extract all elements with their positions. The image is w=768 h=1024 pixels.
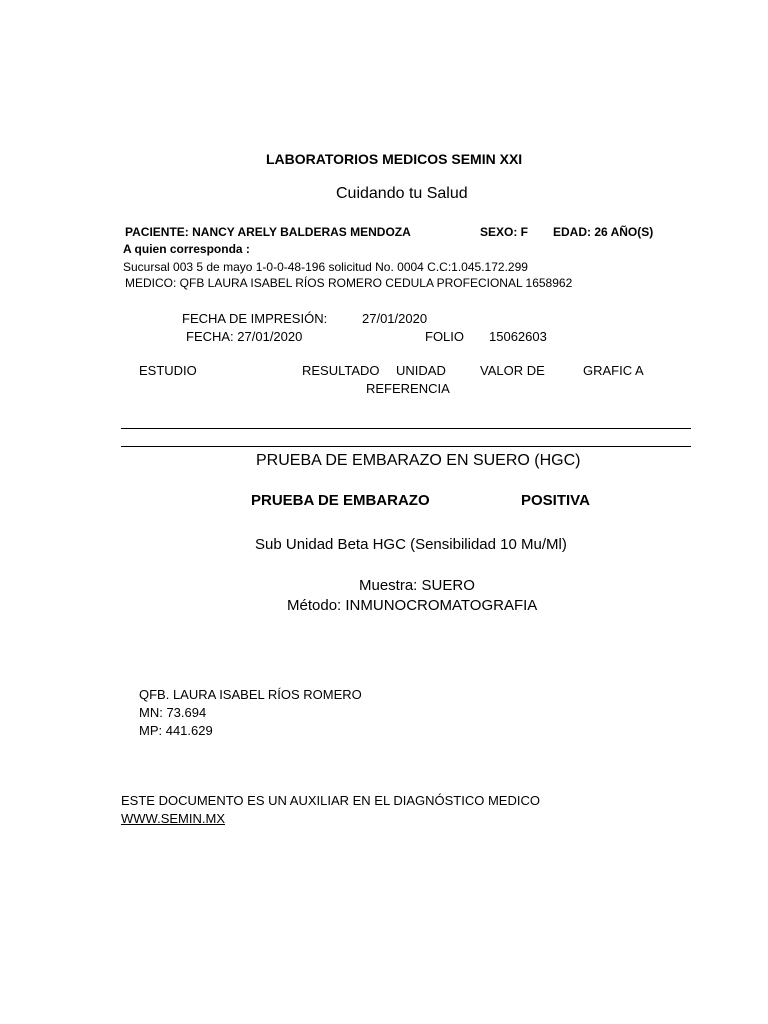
to-whom-line: A quien corresponda : bbox=[123, 242, 250, 256]
signer-name: QFB. LAURA ISABEL RÍOS ROMERO bbox=[139, 687, 362, 702]
disclaimer: ESTE DOCUMENTO ES UN AUXILIAR EN EL DIAGNÓSTICO MEDICO bbox=[121, 793, 540, 808]
sample-type: Muestra: SUERO bbox=[359, 577, 475, 594]
divider-top bbox=[121, 428, 691, 429]
patient-sex: SEXO: F bbox=[480, 225, 529, 239]
date-line: FECHA: 27/01/2020 bbox=[186, 329, 303, 344]
website-link[interactable]: WWW.SEMIN.MX bbox=[121, 811, 225, 826]
column-valor-de: VALOR DE bbox=[480, 363, 545, 378]
lab-tagline: Cuidando tu Salud bbox=[336, 185, 468, 202]
doctor-line: MEDICO: QFB LAURA ISABEL RÍOS ROMERO CEDULA PROFECIONAL 1658962 bbox=[125, 276, 573, 290]
folio-value: 15062603 bbox=[489, 329, 547, 344]
folio-label: FOLIO bbox=[425, 329, 465, 344]
study-title: PRUEBA DE EMBARAZO EN SUERO (HGC) bbox=[256, 452, 581, 469]
print-date-value: 27/01/2020 bbox=[362, 311, 428, 326]
test-method: Método: INMUNOCROMATOGRAFIA bbox=[287, 597, 538, 614]
signer-mn: MN: 73.694 bbox=[139, 705, 207, 720]
column-referencia: REFERENCIA bbox=[366, 381, 450, 396]
column-estudio: ESTUDIO bbox=[139, 363, 197, 378]
column-grafica: GRAFIC A bbox=[583, 363, 644, 378]
signer-mp: MP: 441.629 bbox=[139, 723, 213, 738]
column-resultado: RESULTADO bbox=[302, 363, 380, 378]
patient-name: PACIENTE: NANCY ARELY BALDERAS MENDOZA bbox=[125, 225, 411, 239]
lab-name: LABORATORIOS MEDICOS SEMIN XXI bbox=[266, 151, 523, 167]
branch-line: Sucursal 003 5 de mayo 1-0-0-48-196 solicitud No. 0004 C.C:1.045.172.299 bbox=[123, 260, 528, 274]
test-subunit: Sub Unidad Beta HGC (Sensibilidad 10 Mu/Ml) bbox=[255, 536, 567, 553]
patient-age: EDAD: 26 AÑO(S) bbox=[553, 225, 654, 239]
divider-bottom bbox=[121, 446, 691, 447]
test-result: POSITIVA bbox=[521, 492, 590, 509]
column-unidad: UNIDAD bbox=[396, 363, 446, 378]
test-name: PRUEBA DE EMBARAZO bbox=[251, 492, 430, 509]
print-date-label: FECHA DE IMPRESIÓN: bbox=[182, 311, 328, 326]
